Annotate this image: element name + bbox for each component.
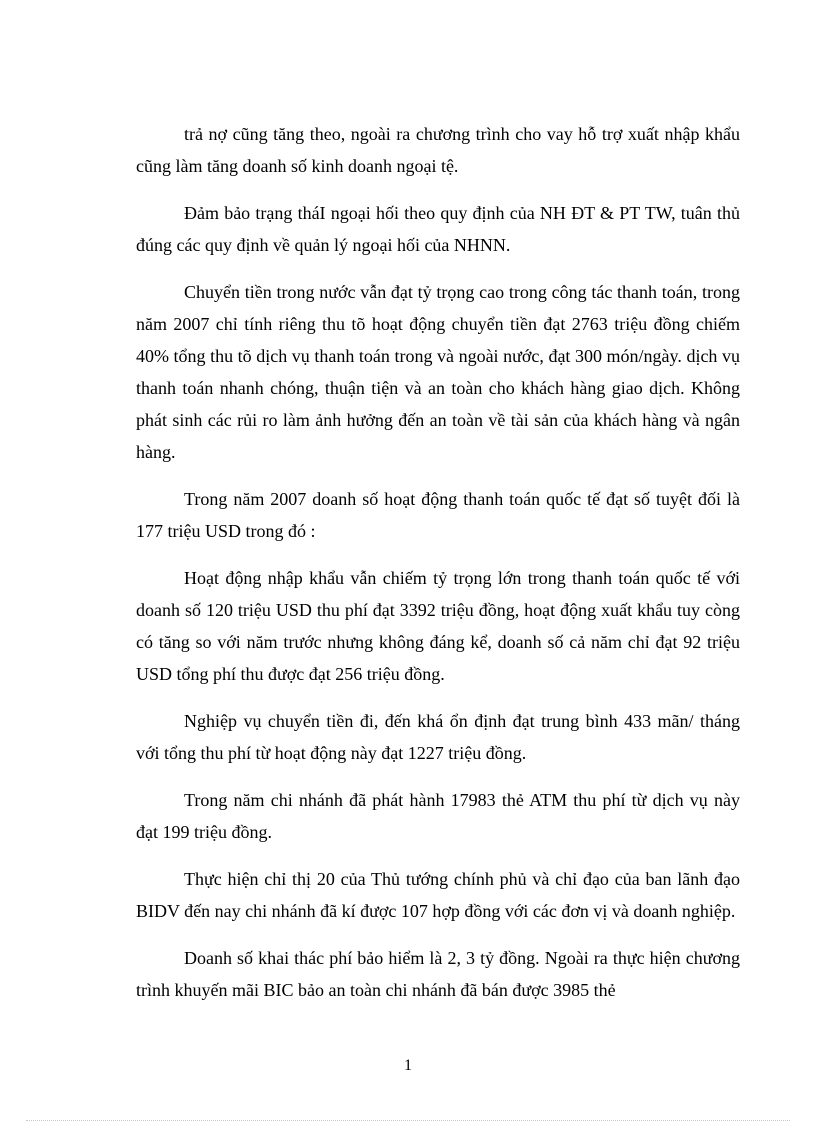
paragraph: Trong năm 2007 doanh số hoạt động thanh toán quốc tế đạt số tuyệt đối là 177 triệu USD trong đó : bbox=[136, 489, 740, 541]
paragraph: Đảm bảo trạng tháI ngoại hối theo quy định của NH ĐT & PT TW, tuân thủ đúng các quy định về quản lý ngoại hối của NHNN. bbox=[136, 203, 740, 255]
paragraph: Doanh số khai thác phí bảo hiểm là 2, 3 tỷ đồng. Ngoài ra thực hiện chương trình khuyến mãi BIC bảo an toàn chi nhánh đã bán được 3985 thẻ bbox=[136, 948, 740, 1000]
paragraph: Chuyển tiền trong nước vẫn đạt tỷ trọng cao trong công tác thanh toán, trong năm 2007 chỉ tính riêng thu tõ hoạt động chuyển tiền đạt 2763 triệu đồng chiếm 40% tổng thu tõ dịch vụ thanh toán trong và ngoài nước, đạt 300 món/ngày. dịch vụ thanh toán nhanh chóng, thuận tiện và an toàn cho khách hàng giao dịch. Không phát sinh các rủi ro làm ảnh hưởng đến an toàn về tài sản của khách hàng và ngân hàng. bbox=[136, 282, 740, 462]
body-text bbox=[136, 118, 740, 1021]
paragraph: Trong năm chi nhánh đã phát hành 17983 thẻ ATM thu phí từ dịch vụ này đạt 199 triệu đồng. bbox=[136, 790, 740, 842]
page-number: 1 bbox=[404, 1057, 412, 1074]
footer-divider bbox=[26, 1120, 790, 1121]
paragraph: Thực hiện chỉ thị 20 của Thủ tướng chính phủ và chỉ đạo của ban lãnh đạo BIDV đến nay chi nhánh đã kí được 107 hợp đồng với các đơn vị và doanh nghiệp. bbox=[136, 869, 740, 921]
paragraph: Hoạt động nhập khẩu vẫn chiếm tỷ trọng lớn trong thanh toán quốc tế với doanh số 120 triệu USD thu phí đạt 3392 triệu đồng, hoạt động xuất khẩu tuy còng có tăng so với năm trước nhưng không đáng kể, doanh số cả năm chỉ đạt 92 triệu USD tổng phí thu được đạt 256 triệu đồng. bbox=[136, 568, 740, 684]
paragraph: Nghiệp vụ chuyển tiền đi, đến khá ổn định đạt trung bình 433 mãn/ tháng với tổng thu phí từ hoạt động này đạt 1227 triệu đồng. bbox=[136, 711, 740, 763]
paragraph: trả nợ cũng tăng theo, ngoài ra chương trình cho vay hỗ trợ xuất nhập khẩu cũng làm tăng doanh số kinh doanh ngoại tệ. bbox=[136, 124, 740, 176]
